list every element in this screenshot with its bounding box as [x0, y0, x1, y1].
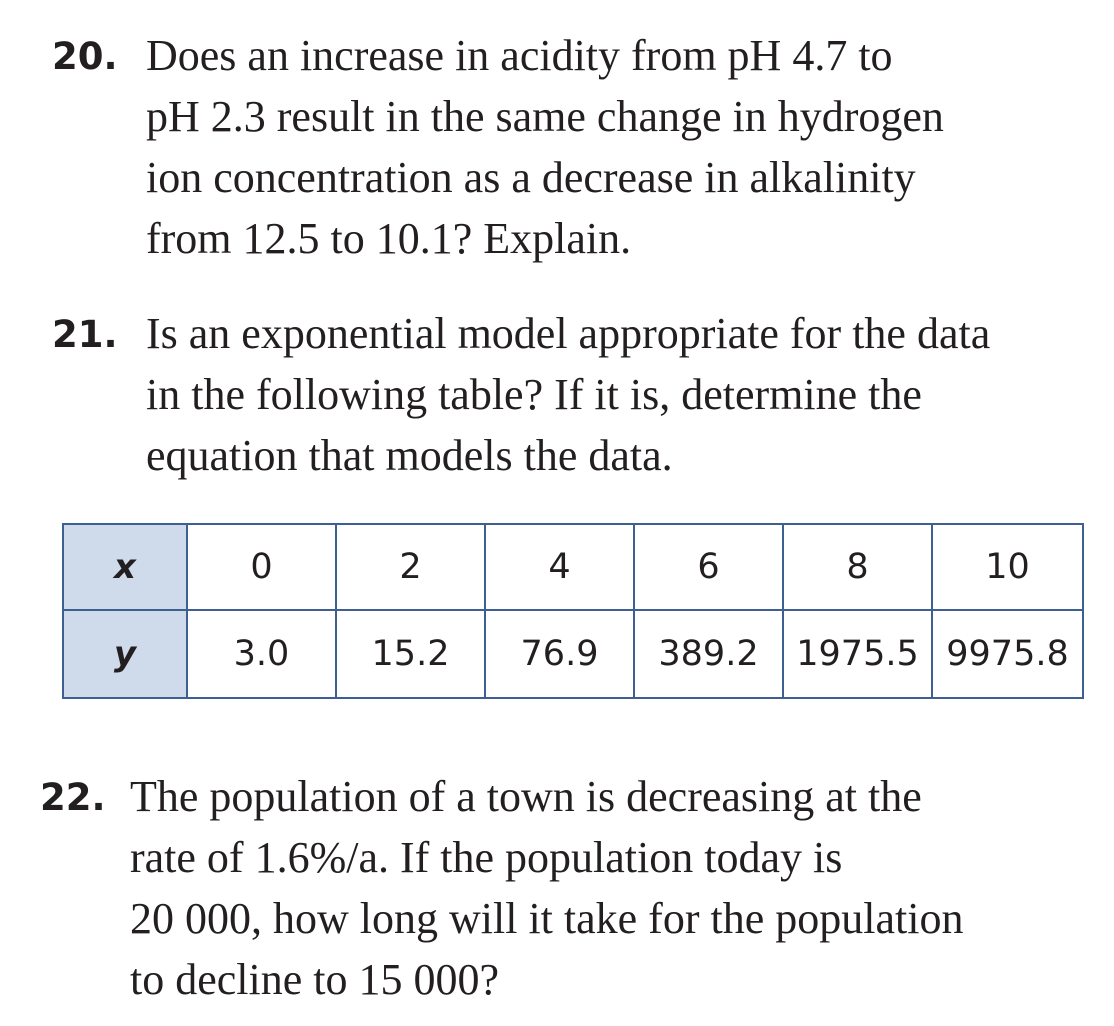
table-cell: 2 — [336, 524, 485, 610]
problem-20-number: 20. — [52, 35, 118, 78]
problem-22-line-4: to decline to 15 000? — [130, 955, 500, 1004]
table-cell: 389.2 — [634, 610, 783, 698]
table-cell: 3.0 — [187, 610, 336, 698]
problem-20-line-3: ion concentration as a decrease in alkalinity — [146, 153, 916, 202]
problem-21-line-1: Is an exponential model appropriate for the data — [146, 309, 991, 358]
problem-22-line-2: rate of 1.6%/a. If the population today is — [130, 833, 843, 882]
table-cell: 4 — [485, 524, 634, 610]
problem-21-line-2: in the following table? If it is, determine the — [146, 370, 922, 419]
table-row-x — [63, 524, 1083, 610]
problem-20-line-4: from 12.5 to 10.1? Explain. — [146, 214, 632, 263]
table-cell: 10 — [932, 524, 1083, 610]
table-row-y — [63, 610, 1083, 698]
problem-22-number: 22. — [40, 776, 106, 819]
problem-21-number: 21. — [52, 313, 118, 356]
table-cell: 9975.8 — [932, 610, 1083, 698]
table-cell: 6 — [634, 524, 783, 610]
problem-22-line-3: 20 000, how long will it take for the population — [130, 894, 964, 943]
table-cell: 1975.5 — [783, 610, 932, 698]
table-cell: 0 — [187, 524, 336, 610]
problem-22-line-1: The population of a town is decreasing at the — [130, 772, 922, 821]
table-header-x: x — [63, 524, 187, 610]
table-cell: 8 — [783, 524, 932, 610]
table-cell: 15.2 — [336, 610, 485, 698]
table-cell: 76.9 — [485, 610, 634, 698]
problem-20-line-1: Does an increase in acidity from pH 4.7 to — [146, 31, 893, 80]
problem-21-line-3: equation that models the data. — [146, 431, 673, 480]
table-header-y: y — [63, 610, 187, 698]
data-table — [62, 523, 1084, 699]
problem-20-line-2: pH 2.3 result in the same change in hydrogen — [146, 92, 944, 141]
